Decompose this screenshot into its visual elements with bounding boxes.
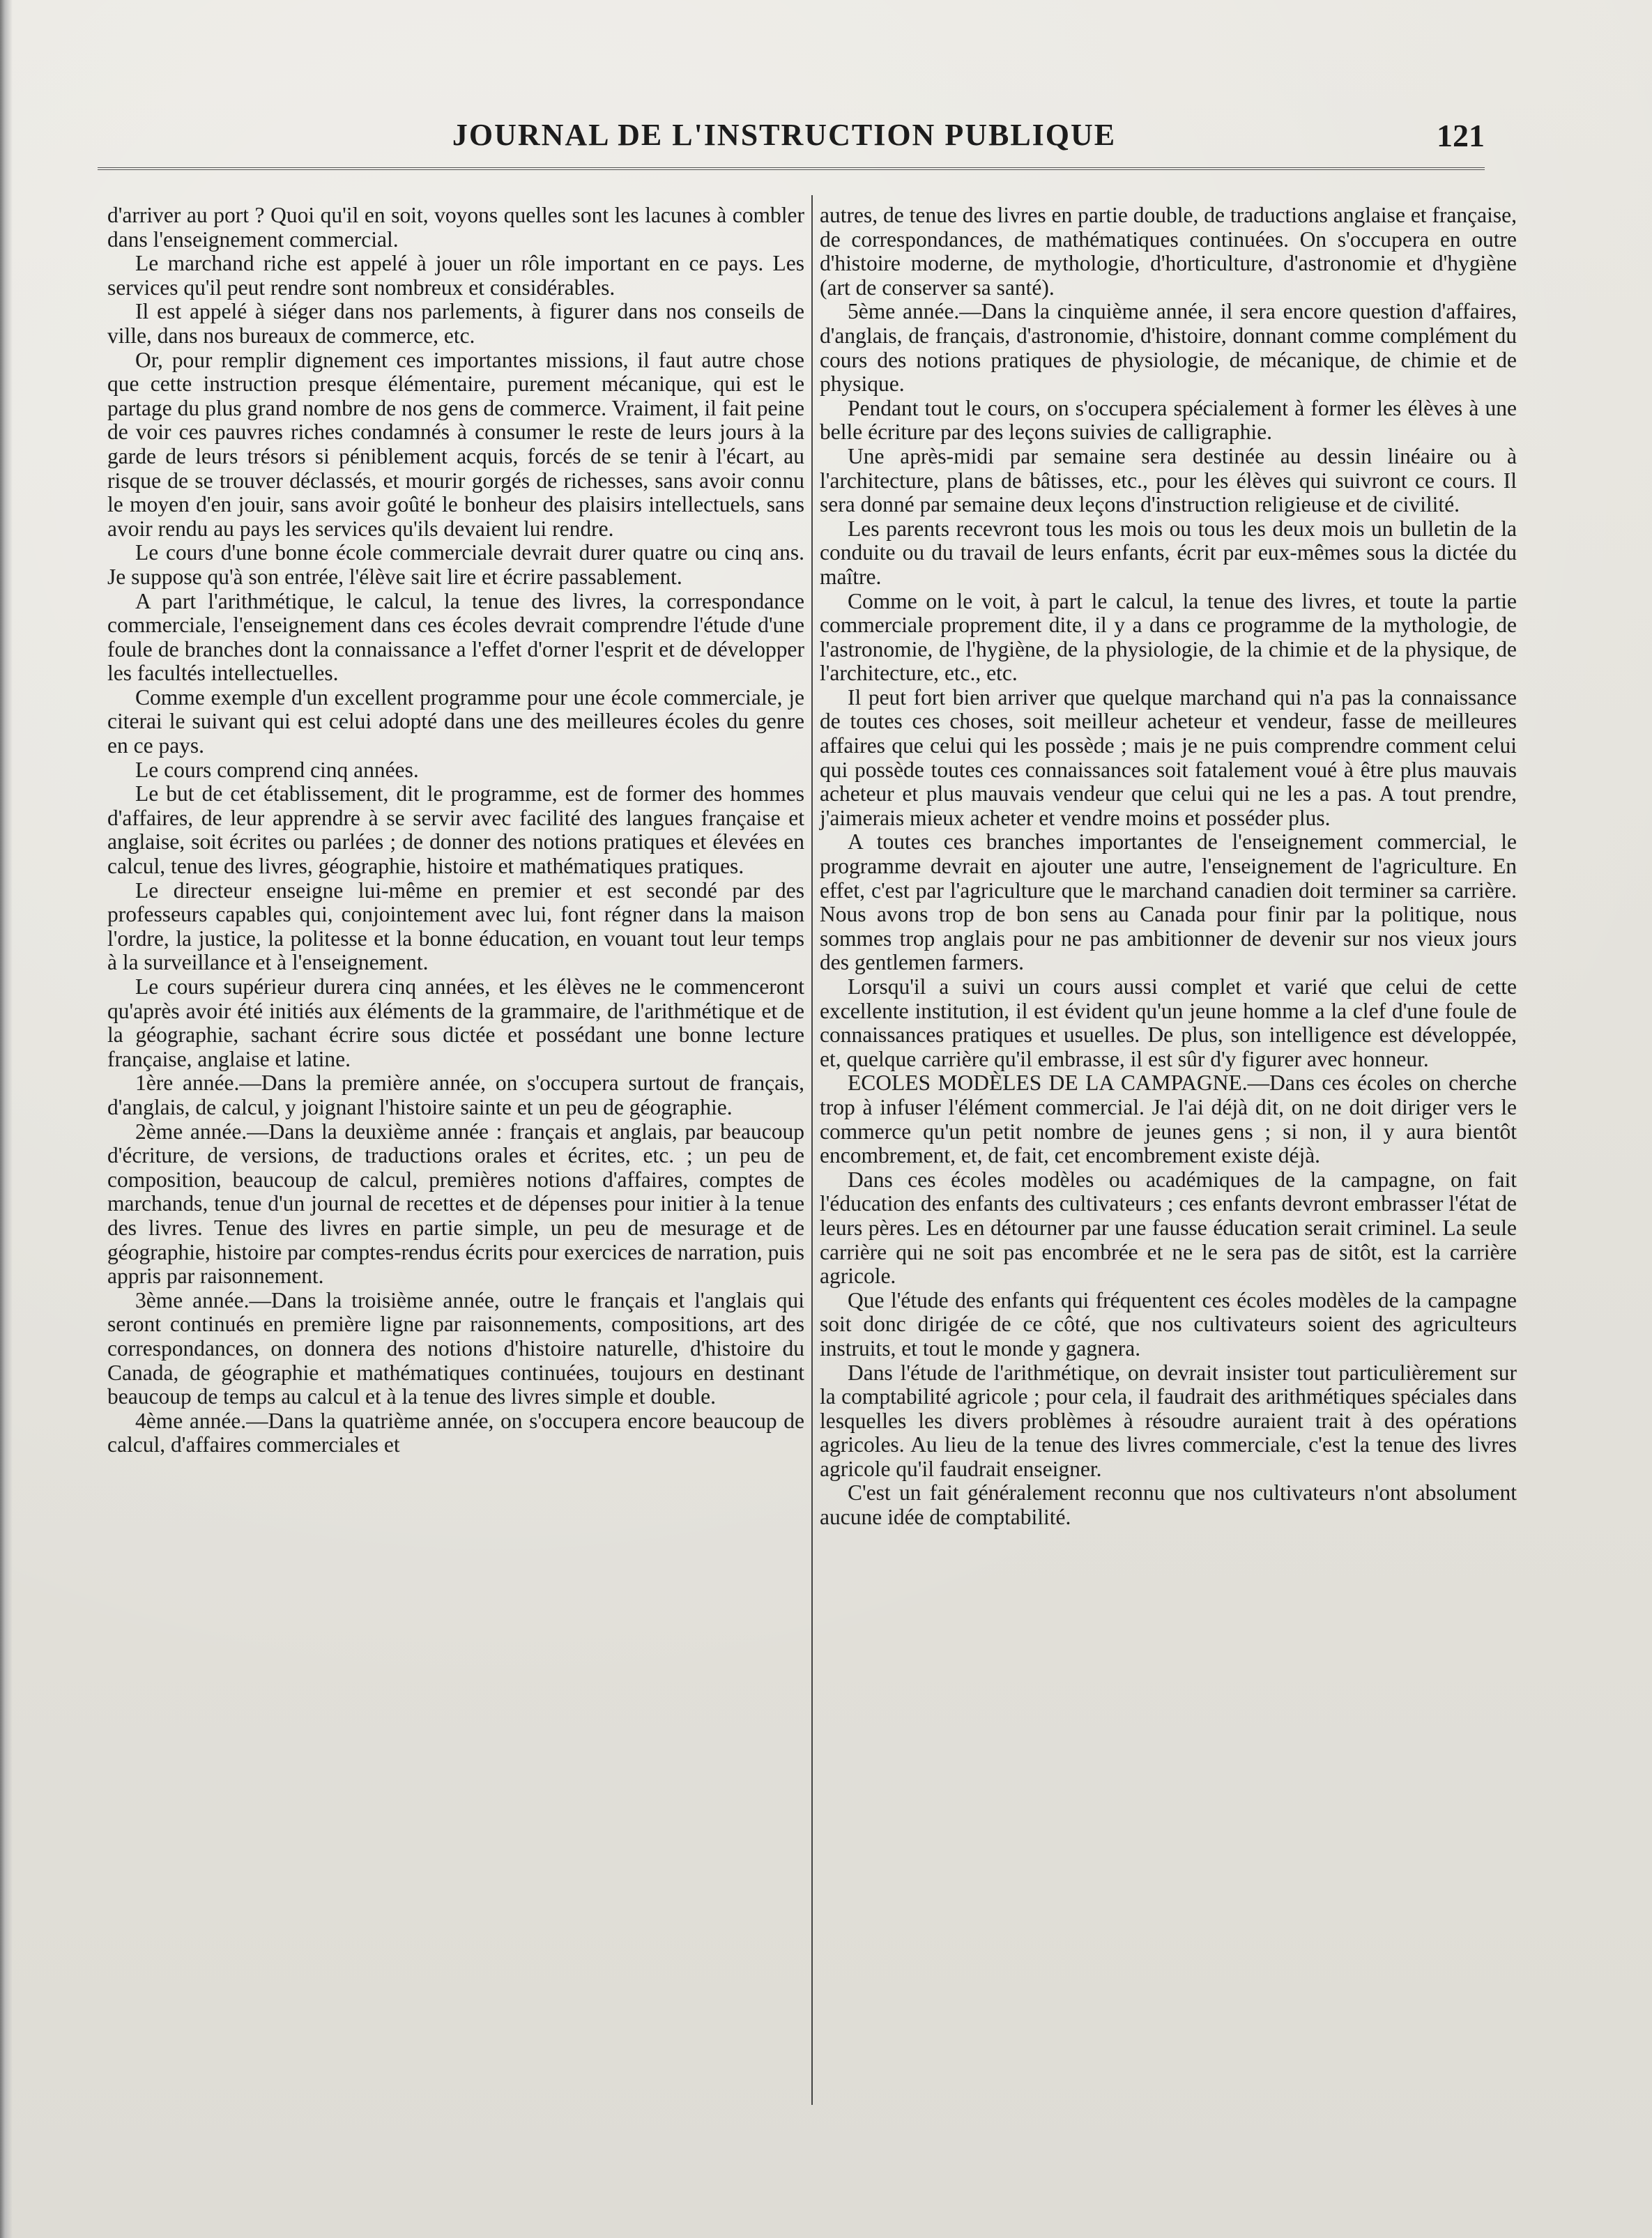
paragraph: Le marchand riche est appelé à jouer un rôle important en ce pays. Les services qu'il peut rendre sont nombreux et considérables. — [107, 251, 804, 300]
paragraph: Dans ces écoles modèles ou académiques de la campagne, on fait l'éducation des enfants des cultivateurs ; ces enfants devront embrasser l'état de leurs pères. Les en détourner par une fausse éducation serait criminel. La seule carrière qui ne soit pas encombrée et ne le sera pas de sitôt, est la carrière agricole. — [820, 1167, 1517, 1289]
right-column — [820, 204, 1517, 1530]
page-header — [84, 117, 1485, 159]
paragraph: Il peut fort bien arriver que quelque marchand qui n'a pas la connaissance de toutes ces choses, soit meilleur acheteur et vendeur, fasse de meilleures affaires que celui qui les possède ; mais je ne puis comprendre comment celui qui possède toutes ces connaissances soit fatalement voué à être plus mauvais acheteur et plus mauvais vendeur que celui qui ne les a pas. A tout prendre, j'aimerais mieux acheter et vendre moins et posséder plus. — [820, 684, 1517, 830]
left-column — [107, 204, 804, 1457]
paragraph: ECOLES MODÈLES DE LA CAMPAGNE.—Dans ces écoles on cherche trop à infuser l'élément commercial. Je l'ai déjà dit, on ne doit diriger vers le commerce qu'un petit nombre de jeunes gens ; si non, il y aura bientôt encombrement, et, de fait, cet encombrement existe déjà. — [820, 1071, 1517, 1168]
page-number: 121 — [1437, 118, 1485, 153]
paragraph: Le cours comprend cinq années. — [135, 757, 419, 782]
header-rule — [98, 167, 1485, 170]
paragraph: Le cours supérieur durera cinq années, et les élèves ne le commenceront qu'après avoir été initiés aux éléments de la grammaire, de l'arithmétique et de la géographie, sachant écrire sous dictée et possédant une bonne lecture française, anglaise et latine. — [107, 974, 804, 1071]
paragraph: 4ème année.—Dans la quatrième année, on s'occupera encore beaucoup de calcul, d'affaires commerciales et — [107, 1408, 804, 1457]
column-divider — [811, 195, 813, 2105]
paragraph: Une après-midi par semaine sera destinée au dessin linéaire ou à l'architecture, plans de bâtisses, etc., pour les élèves qui suivront ce cours. Il sera donné par semaine deux leçons d'instruction religieuse et de civilité. — [820, 443, 1517, 517]
paragraph: autres, de tenue des livres en partie double, de traductions anglaise et française, de correspondances, de mathématiques continuées. On s'occupera en outre d'histoire moderne, de mythologie, d'horticulture, d'astronomie et d'hygiène (art de conserver sa santé). — [820, 203, 1517, 300]
paragraph: Comme exemple d'un excellent programme pour une école commerciale, je citerai le suivant qui est celui adopté dans une des meilleures écoles du genre en ce pays. — [107, 684, 804, 758]
paragraph: A toutes ces branches importantes de l'enseignement commercial, le programme devrait en ajouter une autre, l'enseignement de l'agriculture. En effet, c'est par l'agriculture que le marchand canadien doit terminer sa carrière. Nous avons trop de bon sens au Canada pour finir par la politique, nous sommes trop anglais pour ne pas ambitionner de devenir sur nos vieux jours des gentlemen farmers. — [820, 829, 1517, 975]
paragraph: Or, pour remplir dignement ces importantes missions, il faut autre chose que cette instruction presque élémentaire, purement mécanique, qui est le partage du plus grand nombre de nos gens de commerce. Vraiment, il fait peine de voir ces pauvres riches condamnés à consumer le reste de leurs jours à la garde de leurs trésors si péniblement acquis, forcés de se tenir à l'écart, au risque de se trouver déclassés, et mourir gorgés de richesses, sans avoir connu le moyen d'en jouir, sans avoir goûté le bonheur des plaisirs intellectuels, sans avoir rendu au pays les services qu'ils devaient lui rendre. — [107, 347, 804, 541]
paragraph: 5ème année.—Dans la cinquième année, il sera encore question d'affaires, d'anglais, de français, d'astronomie, d'histoire, donnant comme complément du cours des notions pratiques de physiologie, de mécanique, de chimie et de physique. — [820, 299, 1517, 397]
paragraph: Comme on le voit, à part le calcul, la tenue des livres, et toute la partie commerciale proprement dite, il y a dans ce programme de la mythologie, de l'astronomie, de l'hygiène, de la physiologie, de la chimie et de la physique, de l'architecture, etc., etc. — [820, 588, 1517, 686]
paragraph: Le but de cet établissement, dit le programme, est de former des hommes d'affaires, de leur apprendre à se servir avec facilité des langues française et anglaise, soit écrites ou parlées ; de donner des notions pratiques et élevées en calcul, tenue des livres, géographie, histoire et mathématiques pratiques. — [107, 781, 804, 879]
paragraph: Le cours d'une bonne école commerciale devrait durer quatre ou cinq ans. Je suppose qu'à son entrée, l'élève sait lire et écrire passablement. — [107, 540, 804, 589]
paragraph: d'arriver au port ? Quoi qu'il en soit, voyons quelles sont les lacunes à combler dans l'enseignement commercial. — [107, 203, 804, 252]
paragraph: Que l'étude des enfants qui fréquentent ces écoles modèles de la campagne soit donc dirigée de ce côté, que nos cultivateurs soient des agriculteurs instruits, et tout le monde y gagnera. — [820, 1287, 1517, 1361]
paragraph: Dans l'étude de l'arithmétique, on devrait insister tout particulièrement sur la comptabilité agricole ; pour cela, il faudrait des arithmétiques spéciales dans lesquelles les divers problèmes à résoudre auraient trait à des opérations agricoles. Au lieu de la tenue des livres commerciale, c'est la tenue des livres agricole qu'il faudrait enseigner. — [820, 1360, 1517, 1481]
paragraph: Pendant tout le cours, on s'occupera spécialement à former les élèves à une belle écriture par des leçons suivies de calligraphie. — [820, 395, 1517, 445]
paragraph: C'est un fait généralement reconnu que nos cultivateurs n'ont absolument aucune idée de comptabilité. — [820, 1480, 1517, 1530]
paragraph: 3ème année.—Dans la troisième année, outre le français et l'anglais qui seront continués en première ligne par raisonnements, compositions, art des correspondances, on donnera des notions d'histoire naturelle, d'histoire du Canada, de géographie et mathématiques continuées, toujours en destinant beaucoup de temps au calcul et à la tenue des livres simple et double. — [107, 1287, 804, 1409]
paragraph: Les parents recevront tous les mois ou tous les deux mois un bulletin de la conduite ou du travail de leurs enfants, écrit par eux-mêmes sous la dictée du maître. — [820, 516, 1517, 589]
journal-title: JOURNAL DE L'INSTRUCTION PUBLIQUE — [452, 118, 1117, 152]
paragraph: Il est appelé à siéger dans nos parlements, à figurer dans nos conseils de ville, dans nos bureaux de commerce, etc. — [107, 299, 804, 348]
scan-edge-shadow — [0, 0, 13, 2238]
paragraph: Lorsqu'il a suivi un cours aussi complet et varié que celui de cette excellente institution, il est évident qu'un jeune homme a la clef d'une foule de connaissances pratiques et usuelles. De plus, son intelligence est développée, et, quelque carrière qu'il embrasse, il est sûr d'y figurer avec honneur. — [820, 974, 1517, 1071]
paragraph: A part l'arithmétique, le calcul, la tenue des livres, la correspondance commerciale, l'enseignement dans ces écoles devrait comprendre l'étude d'une foule de branches dont la connaissance a l'effet d'orner l'esprit et de développer les facultés intellectuelles. — [107, 588, 804, 686]
paragraph: 2ème année.—Dans la deuxième année : français et anglais, par beaucoup d'écriture, de versions, de traductions orales et écrites, etc. ; un peu de composition, beaucoup de calcul, premières notions d'affaires, comptes de marchands, tenue d'un journal de recettes et de dépenses pour initier à la tenue des livres. Tenue des livres en partie simple, un peu de mesurage et de géographie, histoire par comptes-rendus écrits pour exercices de narration, puis appris par raisonnement. — [107, 1119, 804, 1289]
paragraph: 1ère année.—Dans la première année, on s'occupera surtout de français, d'anglais, de calcul, y joignant l'histoire sainte et un peu de géographie. — [107, 1071, 804, 1119]
paragraph: Le directeur enseigne lui-même en premier et est secondé par des professeurs capables qui, conjointement avec lui, font régner dans la maison l'ordre, la justice, la politesse et la bonne éducation, en vouant tout leur temps à la surveillance et à l'enseignement. — [107, 877, 804, 975]
